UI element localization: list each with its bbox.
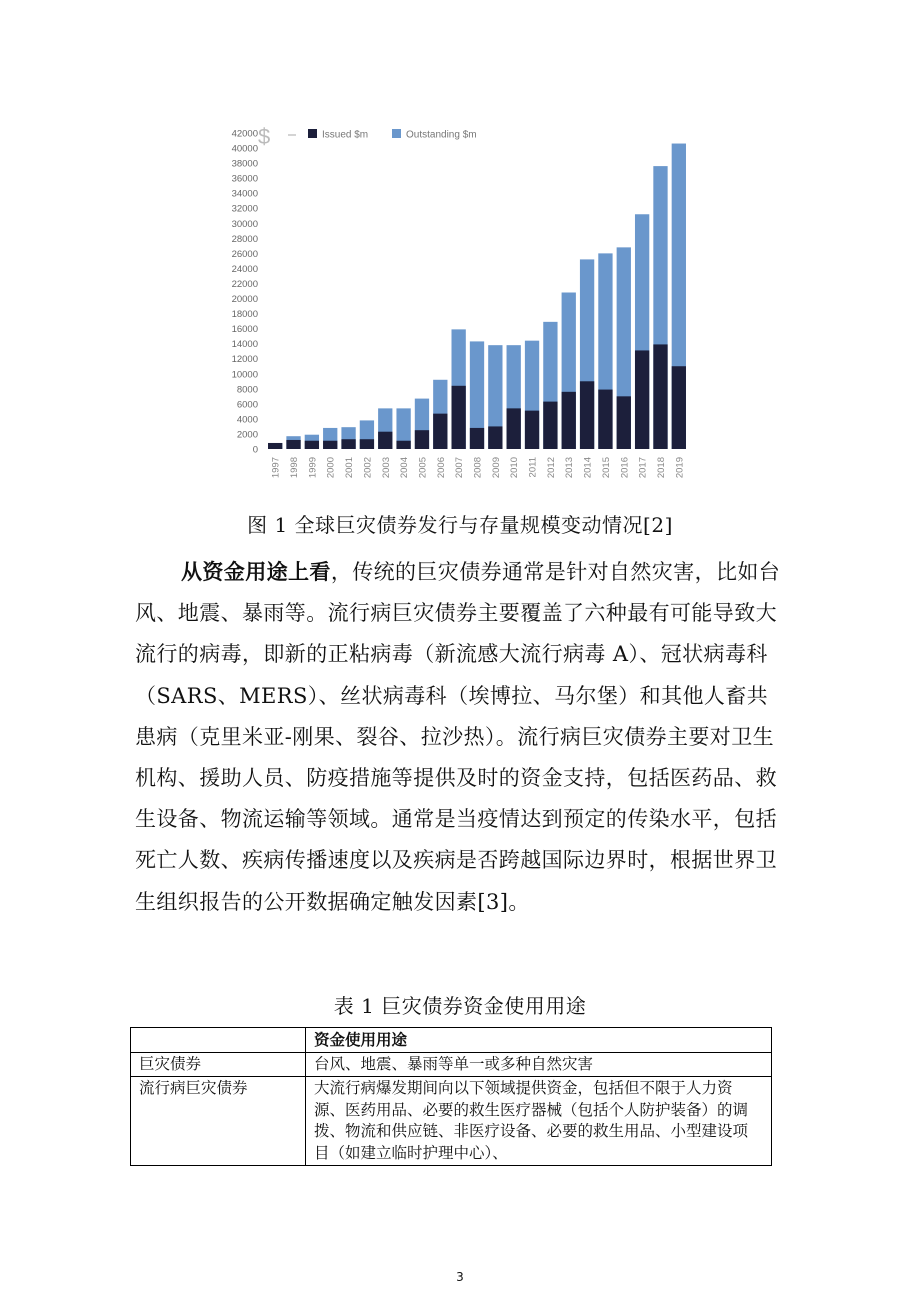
figure-caption: 图 1 全球巨灾债券发行与存量规模变动情况[2] [247, 513, 673, 537]
bar-issued [617, 396, 631, 449]
x-tick-label: 2007 [454, 457, 466, 479]
bar-issued [653, 344, 667, 449]
legend-swatch-outstanding [392, 129, 401, 138]
y-tick-label: 6000 [236, 399, 258, 411]
x-tick-label: 2002 [362, 457, 374, 479]
table-header-cell: 资金使用用途 [306, 1028, 772, 1053]
y-tick-label: 26000 [231, 248, 258, 260]
bar-issued [433, 414, 447, 449]
body-paragraph [135, 552, 785, 923]
bar-issued [580, 381, 594, 449]
bar-issued [396, 441, 410, 449]
x-tick-label: 2019 [674, 457, 686, 479]
x-tick-label: 2014 [582, 457, 594, 479]
table-row [131, 1052, 772, 1077]
y-tick-label: 22000 [231, 278, 258, 290]
table-cell: 流行病巨灾债券 [131, 1077, 306, 1166]
y-tick-label: 36000 [231, 173, 258, 185]
bar-issued [525, 411, 539, 449]
bar-issued [415, 430, 429, 449]
y-tick-label: 30000 [231, 218, 258, 230]
x-tick-label: 2001 [344, 457, 356, 479]
y-tick-label: 34000 [231, 188, 258, 200]
x-tick-label: 2009 [490, 457, 502, 479]
x-tick-label: 2010 [509, 457, 521, 479]
paragraph-body: ，传统的巨灾债券通常是针对自然灾害，比如台风、地震、暴雨等。流行病巨灾债券主要覆盖了六种最有可能导致大流行的病毒，即新的正粘病毒（新流感大流行病毒 A）、冠状病毒科（SARS、MERS）、丝状病毒科（埃博拉、马尔堡）和其他人畜共患病（克里米亚-刚果、裂谷、拉沙热）。流行病巨灾债券主要对卫生机构、援助人员、防疫措施等提供及时的资金支持，包括医药品、救生设备、物流运输等领域。通常是当疫情达到预定的传染水平，包括死亡人数、疾病传播速度以及疾病是否跨越国际边界时，根据世界卫生组织报告的公开数据确定触发因素[3]。 [135, 560, 781, 914]
y-tick-label: 4000 [236, 414, 258, 426]
y-tick-label: 20000 [231, 294, 258, 306]
y-tick-label: 0 [252, 444, 258, 456]
x-tick-label: 1997 [270, 457, 282, 479]
table-cell: 大流行病爆发期间向以下领域提供资金，包括但不限于人力资源、医药用品、必要的救生医疗器械（包括个人防护装备）的调拨、物流和供应链、非医疗设备、必要的救生用品、小型建设项目（如建立临时护理中心）、 [306, 1077, 772, 1166]
legend-swatch-issued [308, 129, 317, 138]
x-tick-label: 2012 [545, 457, 557, 479]
page-number: 3 [456, 1270, 464, 1284]
x-tick-label: 2018 [655, 457, 667, 479]
bar-issued [451, 386, 465, 449]
y-tick-label: 10000 [231, 369, 258, 381]
bar-issued [470, 428, 484, 449]
x-tick-label: 2003 [380, 457, 392, 479]
x-tick-label: 1998 [289, 457, 301, 479]
y-tick-label: 8000 [236, 384, 258, 396]
y-tick-label: 38000 [231, 158, 258, 170]
legend-label-outstanding: Outstanding $m [406, 129, 477, 141]
y-tick-label: 12000 [231, 354, 258, 366]
bar-issued [672, 366, 686, 449]
table-cell: 台风、地震、暴雨等单一或多种自然灾害 [306, 1052, 772, 1077]
y-tick-label: 14000 [231, 339, 258, 351]
legend-label-issued: Issued $m [322, 129, 369, 141]
bar-issued [488, 426, 502, 449]
x-tick-label: 2008 [472, 457, 484, 479]
bar-issued [360, 439, 374, 449]
x-tick-label: 2017 [637, 457, 649, 479]
bar-issued [341, 439, 355, 449]
y-tick-label: 40000 [231, 143, 258, 155]
y-tick-label: 24000 [231, 263, 258, 275]
y-tick-label: 28000 [231, 233, 258, 245]
bar-issued [598, 390, 612, 449]
x-tick-label: 2000 [325, 457, 337, 479]
bar-issued [305, 441, 319, 449]
table-caption: 表 1 巨灾债券资金使用用途 [333, 994, 587, 1018]
table-header-row [131, 1028, 772, 1053]
bar-issued [635, 350, 649, 449]
table-row [131, 1077, 772, 1166]
x-tick-label: 2006 [435, 457, 447, 479]
x-tick-label: 2004 [399, 457, 411, 479]
x-tick-label: 2013 [564, 457, 576, 479]
x-tick-label: 2016 [619, 457, 631, 479]
y-tick-label: 2000 [236, 429, 258, 441]
y-tick-label: 16000 [231, 324, 258, 336]
paragraph-lead: 从资金用途上看 [181, 560, 331, 584]
table-cell: 巨灾债券 [131, 1052, 306, 1077]
x-tick-label: 2011 [527, 457, 539, 478]
table-header-cell [131, 1028, 306, 1053]
y-tick-label: 32000 [231, 203, 258, 215]
bond-chart [200, 118, 700, 488]
bar-issued [268, 443, 282, 449]
x-tick-label: 1999 [307, 457, 319, 479]
bar-issued [562, 392, 576, 449]
dollar-sign: $ [258, 124, 271, 149]
bar-issued [507, 408, 521, 449]
bar-issued [543, 402, 557, 449]
bar-issued [323, 441, 337, 449]
y-tick-label: 18000 [231, 309, 258, 321]
use-table [130, 1027, 772, 1166]
y-tick-label: 42000 [231, 128, 258, 140]
x-tick-label: 2005 [417, 457, 429, 479]
x-tick-label: 2015 [600, 457, 612, 479]
bar-issued [378, 432, 392, 449]
bar-issued [286, 440, 300, 449]
